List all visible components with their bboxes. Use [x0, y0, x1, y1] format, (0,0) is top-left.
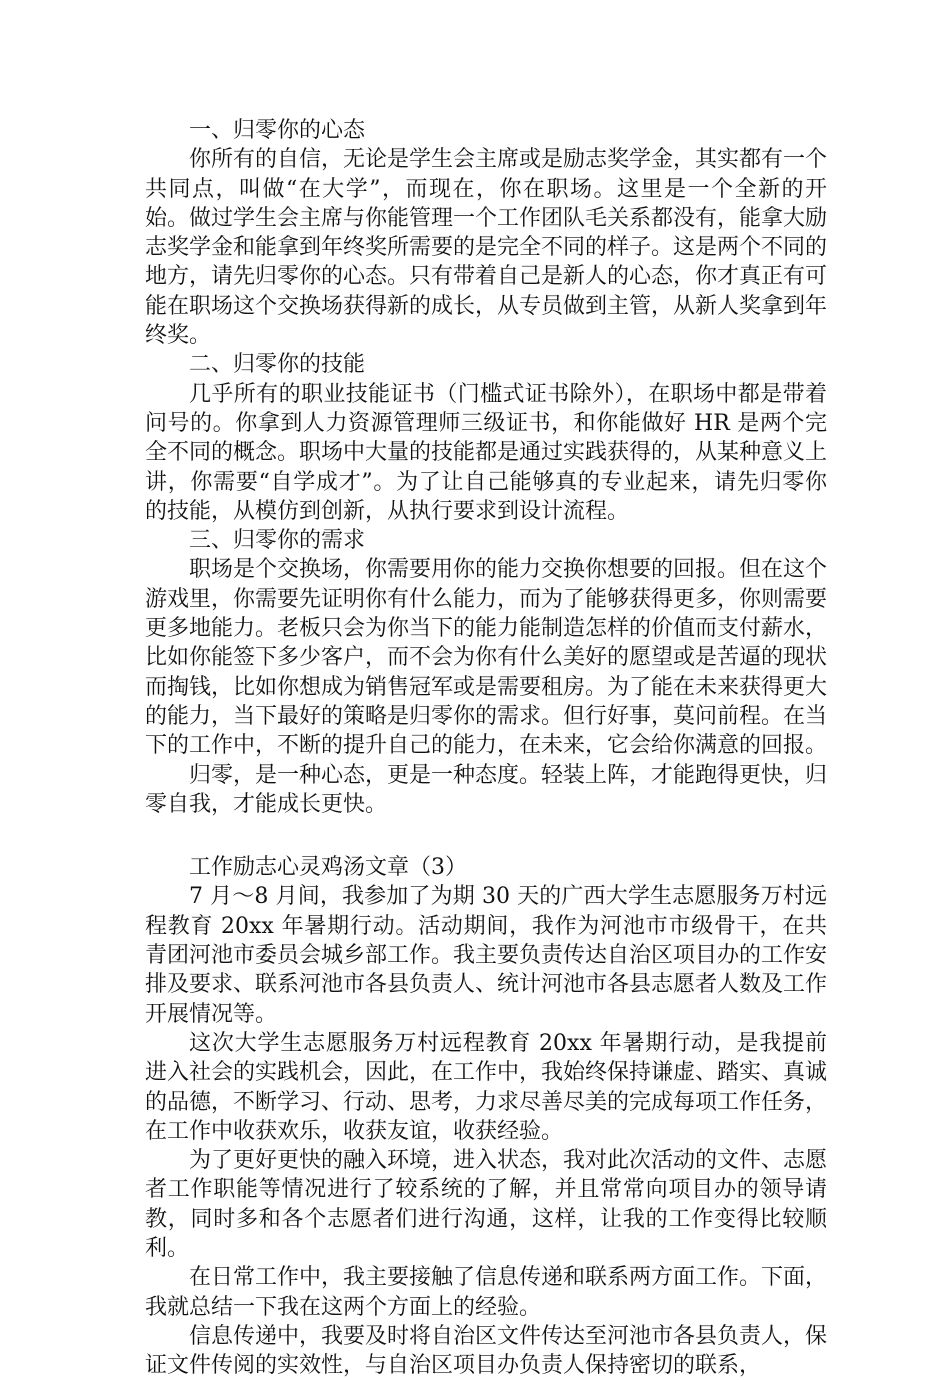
paragraph-skills: 几乎所有的职业技能证书（门槛式证书除外），在职场中都是带着问号的。你拿到人力资源管理师三级证书，和你能做好 HR 是两个完全不同的概念。职场中大量的技能都是通过实践获得的，从某种意义上讲，你需要“自学成才”。为了让自己能够真的专业起来，请先归零你的技能，从模仿到创新，从执行要求到设计流程。 — [145, 381, 828, 524]
paragraph-information-transfer: 信息传递中，我要及时将自治区文件传达至河池市各县负责人，保证文件传阅的实效性，与自治区项目办负责人保持密切的联系， — [145, 1323, 828, 1379]
article-title: 工作励志心灵鸡汤文章（3） — [189, 855, 467, 881]
paragraph-volunteer-intro: 7 月～8 月间，我参加了为期 30 天的广西大学生志愿服务万村远程教育 20xx 年暑期行动。活动期间，我作为河池市市级骨干，在共青团河池市委员会城乡部工作。我主要负责传达自治区项目办的工作安排及要求、联系河池市各县负责人、统计河池市各县志愿者人数及工作开展情况等。 — [145, 884, 828, 1027]
heading-reset-skills: 二、归零你的技能 — [189, 352, 366, 378]
section-one — [145, 116, 827, 819]
document-page — [145, 116, 827, 1380]
paragraph-needs: 职场是个交换场，你需要用你的能力交换你想要的回报。但在这个游戏里，你需要先证明你有什么能力，而为了能够获得更多，你则需要更多地能力。老板只会为你当下的能力能制造怎样的价值而支付薪水，比如你能签下多少客户，而不会为你有什么美好的愿望或是苦逼的现状而掏钱，比如你想成为销售冠军或是需要租房。为了能在未来获得更大的能力，当下最好的策略是归零你的需求。但行好事，莫问前程。在当下的工作中，不断的提升自己的能力，在未来，它会给你满意的回报。 — [145, 557, 828, 759]
paragraph-conclusion: 归零，是一种心态，更是一种态度。轻装上阵，才能跑得更快，归零自我，才能成长更快。 — [145, 762, 828, 817]
paragraph-daily-work: 在日常工作中，我主要接触了信息传递和联系两方面工作。下面，我就总结一下我在这两个方面上的经验。 — [145, 1265, 828, 1320]
paragraph-practice-opportunity: 这次大学生志愿服务万村远程教育 20xx 年暑期行动，是我提前进入社会的实践机会，因此，在工作中，我始终保持谦虚、踏实、真诚的品德，不断学习、行动、思考，力求尽善尽美的完成每项工作任务，在工作中收获欢乐，收获友谊，收获经验。 — [145, 1030, 828, 1144]
paragraph-mindset: 你所有的自信，无论是学生会主席或是励志奖学金，其实都有一个共同点，叫做“在大学”，而现在，你在职场。这里是一个全新的开始。做过学生会主席与你能管理一个工作团队毛关系都没有，能拿大励志奖学金和能拿到年终奖所需要的是完全不同的样子。这是两个不同的地方，请先归零你的心态。只有带着自己是新人的心态，你才真正有可能在职场这个交换场获得新的成长，从专员做到主管，从新人奖拿到年终奖。 — [145, 147, 828, 349]
section-two — [145, 853, 827, 1380]
paragraph-adapt-environment: 为了更好更快的融入环境，进入状态，我对此次活动的文件、志愿者工作职能等情况进行了较系统的了解，并且常常向项目办的领导请教，同时多和各个志愿者们进行沟通，这样，让我的工作变得比较顺利。 — [145, 1148, 828, 1261]
heading-reset-needs: 三、归零你的需求 — [189, 528, 366, 554]
heading-reset-mindset: 一、归零你的心态 — [189, 118, 366, 143]
